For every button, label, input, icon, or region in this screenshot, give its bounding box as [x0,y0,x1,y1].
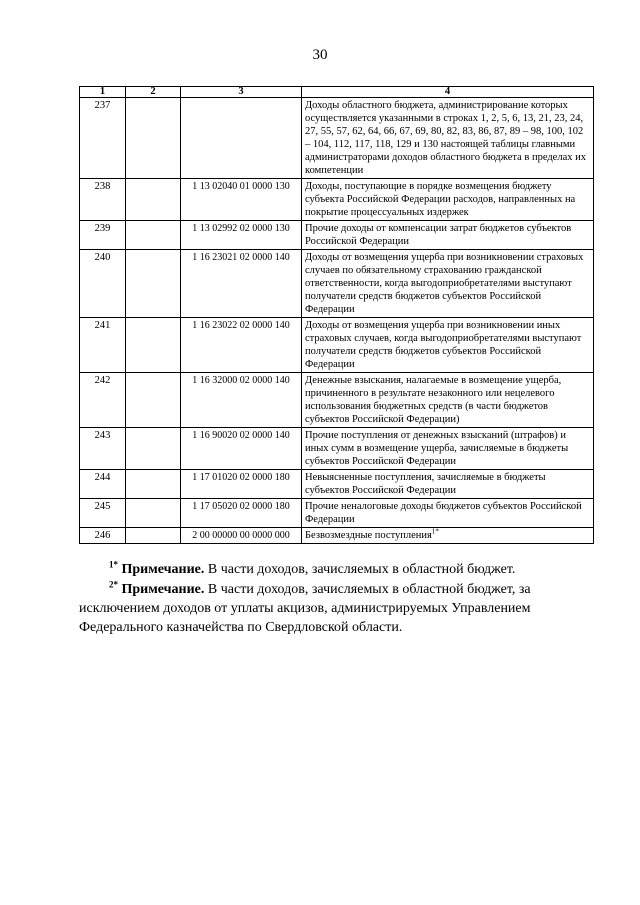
row-number-cell-text: 246 [94,530,111,541]
footnote [79,580,599,637]
revenue-name-cell [302,179,594,221]
column-header: 4 [302,87,594,98]
row-number-cell-text: 237 [94,100,111,111]
revenue-code-cell [181,98,302,179]
row-number-cell [80,428,126,470]
footnote-marker: 1* [431,527,439,536]
revenue-name-cell [302,250,594,318]
footnotes [79,560,599,637]
revenue-code-cell [181,179,302,221]
row-number-cell [80,373,126,428]
column-header: 3 [181,87,302,98]
revenue-name-cell-text: Денежные взыскания, налагаемые в возмещение ущерба, причиненного в результате незаконного или нецелевого использования бюджетных средств (в части бюджетов субъектов Российской Федерации) [305,375,562,425]
row-number-cell [80,98,126,179]
footnote-mark: 2* [109,579,118,590]
table-row [80,179,594,221]
admin-code-cell [126,221,181,250]
table-row [80,250,594,318]
admin-code-cell [126,373,181,428]
footnote [79,560,599,579]
revenue-name-cell [302,98,594,179]
admin-code-cell [126,470,181,499]
revenue-name-cell-text: Невыясненные поступления, зачисляемые в бюджеты субъектов Российской Федерации [305,472,546,496]
page-number: 30 [312,47,328,63]
footnote-mark: 1* [109,559,118,570]
revenue-name-cell [302,373,594,428]
admin-code-cell [126,428,181,470]
row-number-cell-text: 238 [94,181,111,192]
revenue-name-cell [302,499,594,528]
table-row [80,98,594,179]
revenue-code-cell-text: 1 13 02040 01 0000 130 [192,181,290,192]
revenue-name-cell [302,528,594,544]
row-number-cell-text: 245 [94,501,111,512]
admin-code-cell [126,499,181,528]
revenue-code-cell [181,470,302,499]
row-number-cell-text: 243 [94,430,111,441]
admin-code-cell [126,179,181,221]
row-number-cell-text: 239 [94,223,111,234]
admin-code-cell [126,318,181,373]
revenue-code-cell [181,499,302,528]
revenue-name-cell [302,470,594,499]
revenue-code-cell [181,318,302,373]
column-header: 1 [80,87,126,98]
footnote-label: Примечание. [121,582,205,597]
row-number-cell [80,179,126,221]
revenue-name-cell-text: Прочие доходы от компенсации затрат бюджетов субъектов Российской Федерации [305,223,572,247]
revenue-table [79,86,594,544]
revenue-name-cell [302,221,594,250]
row-number-cell-text: 240 [94,252,111,263]
table-row [80,499,594,528]
footnote-label: Примечание. [121,562,205,577]
revenue-name-cell-text: Прочие неналоговые доходы бюджетов субъектов Российской Федерации [305,501,582,525]
row-number-cell-text: 241 [94,320,111,331]
revenue-code-cell [181,428,302,470]
row-number-cell [80,250,126,318]
row-number-cell [80,318,126,373]
revenue-name-cell-text: Доходы областного бюджета, администрирование которых осуществляется указанными в строках 1, 2, 5, 6, 13, 21, 23, 24, 27, 55, 57, 62, 64, 66, 67, 69, 80, 82, 83, 86, 87, 89 – 98, 100, 102 – 104, 112, 117, 118, 129 и 130 настоящей таблицы главными администраторами доходов областного бюджета в пределах их компетенции [305,100,586,176]
admin-code-cell [126,250,181,318]
revenue-code-cell-text: 1 16 90020 02 0000 140 [192,430,290,441]
revenue-code-cell-text: 1 17 01020 02 0000 180 [192,472,290,483]
row-number-cell [80,499,126,528]
row-number-cell [80,221,126,250]
admin-code-cell [126,98,181,179]
revenue-code-cell-text: 1 16 23022 02 0000 140 [192,320,290,331]
table-row [80,528,594,544]
revenue-code-cell [181,221,302,250]
revenue-name-cell-text: Доходы от возмещения ущерба при возникновении иных страховых случаев, когда выгодоприобретателями выступают получатели средств бюджетов субъектов Российской Федерации [305,320,582,370]
revenue-name-cell-text: Доходы, поступающие в порядке возмещения бюджету субъекта Российской Федерации расходов, направленных на покрытие процессуальных издержек [305,181,576,218]
footnote-text: В части доходов, зачисляемых в областной бюджет. [204,562,516,577]
revenue-name-cell [302,318,594,373]
table-row [80,373,594,428]
row-number-cell-text: 242 [94,375,111,386]
revenue-code-cell-text: 1 13 02992 02 0000 130 [192,223,290,234]
table-header-row [80,87,594,98]
revenue-code-cell [181,373,302,428]
revenue-code-cell-text: 2 00 00000 00 0000 000 [192,530,290,541]
table-row [80,318,594,373]
revenue-name-cell-text: Прочие поступления от денежных взысканий (штрафов) и иных сумм в возмещение ущерба, зачисляемые в бюджеты субъектов Российской Федерации [305,430,569,467]
revenue-code-cell-text: 1 16 23021 02 0000 140 [192,252,290,263]
row-number-cell [80,528,126,544]
revenue-code-cell [181,250,302,318]
table-row [80,470,594,499]
row-number-cell-text: 244 [94,472,111,483]
footnote-text: В части доходов, зачисляемых в областной бюджет, за исключением доходов от уплаты акцизов, администрируемых Управлением Федерального казначейства по Свердловской области. [79,582,531,635]
revenue-code-cell-text: 1 17 05020 02 0000 180 [192,501,290,512]
revenue-name-cell [302,428,594,470]
table-row [80,428,594,470]
revenue-code-cell-text: 1 16 32000 02 0000 140 [192,375,290,386]
row-number-cell [80,470,126,499]
column-header: 2 [126,87,181,98]
revenue-name-cell-text: Доходы от возмещения ущерба при возникновении страховых случаев по обязательному страхованию гражданской ответственности, когда выгодоприобретателями выступают получатели средств бюджетов субъектов Российской Федерации [305,252,584,315]
admin-code-cell [126,528,181,544]
revenue-name-cell-text: Безвозмездные поступления [305,530,432,541]
revenue-code-cell [181,528,302,544]
table-row [80,221,594,250]
